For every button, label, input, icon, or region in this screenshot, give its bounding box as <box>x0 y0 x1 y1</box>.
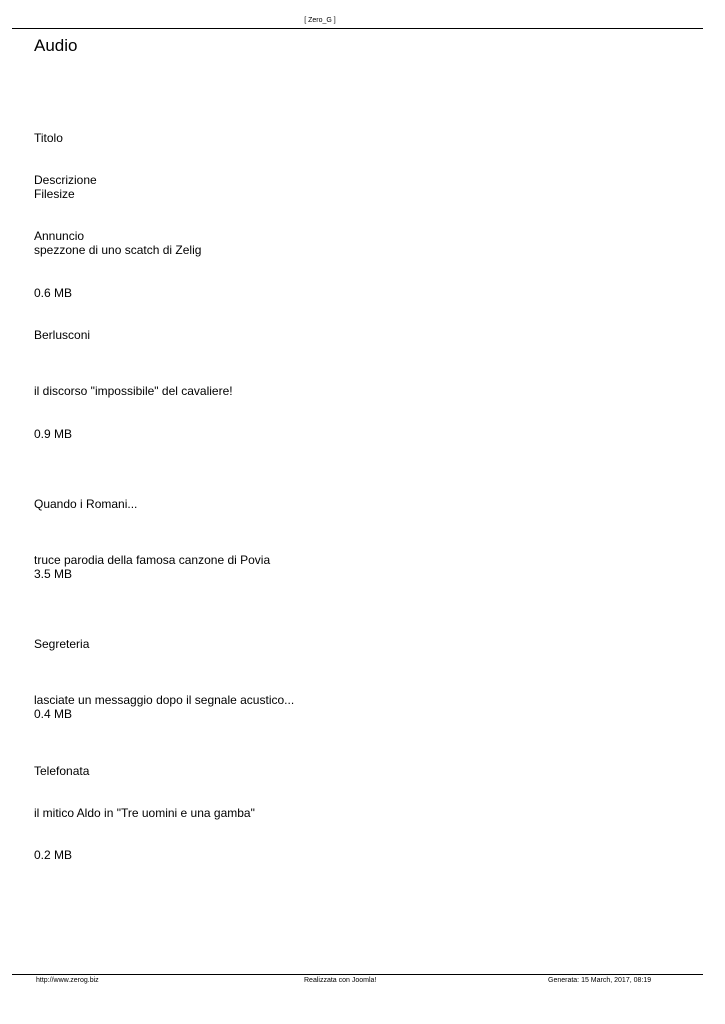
track-description: il mitico Aldo in "Tre uomini e una gamba" <box>34 806 255 820</box>
column-header-filesize: Filesize <box>34 187 75 201</box>
track-description: truce parodia della famosa canzone di Povia <box>34 553 271 567</box>
track-title[interactable]: Quando i Romani... <box>34 497 138 511</box>
page-title: Audio <box>34 36 78 55</box>
track-description: spezzone di uno scatch di Zelig <box>34 243 202 257</box>
footer-generated-date: Generata: 15 March, 2017, 08:19 <box>548 977 652 984</box>
column-header-title: Titolo <box>34 131 63 145</box>
track-description: il discorso "impossibile" del cavaliere! <box>34 384 233 398</box>
track-title[interactable]: Berlusconi <box>34 328 91 342</box>
track-title[interactable]: Annuncio <box>34 229 85 243</box>
track-filesize: 0.9 MB <box>34 427 73 441</box>
track-title[interactable]: Segreteria <box>34 637 90 651</box>
column-header-description: Descrizione <box>34 173 97 187</box>
footer-credit: Realizzata con Joomla! <box>304 977 377 984</box>
footer-site-link[interactable]: http://www.zerog.biz <box>36 977 99 984</box>
track-description: lasciate un messaggio dopo il segnale acustico... <box>34 693 295 707</box>
track-filesize: 0.6 MB <box>34 286 73 300</box>
track-filesize: 3.5 MB <box>34 567 73 581</box>
header-divider <box>12 28 703 29</box>
track-filesize: 0.4 MB <box>34 707 73 721</box>
page-header-site: [ Zero_G ] <box>304 17 336 24</box>
track-title[interactable]: Telefonata <box>34 764 90 778</box>
track-filesize: 0.2 MB <box>34 848 73 862</box>
footer-divider <box>12 974 703 975</box>
